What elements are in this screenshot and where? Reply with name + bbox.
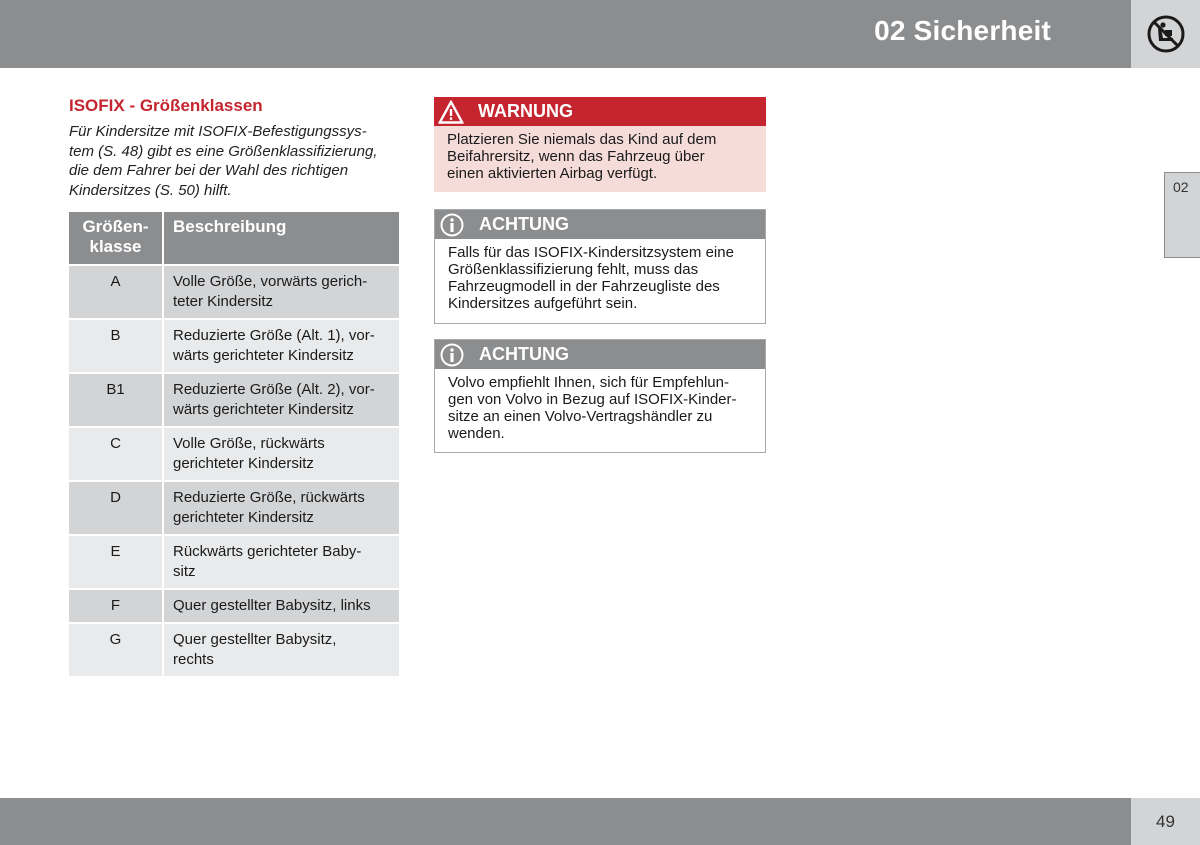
table-row [69,373,399,427]
header-size-class-line: Größen- [82,217,149,236]
table-row [69,265,399,319]
table-row [69,535,399,589]
warning-header [434,97,766,126]
table-row [69,481,399,535]
caution-line: sitze an einen Volvo-Vertragshändler zu [448,408,713,425]
description-line: wärts gerichteter Kindersitz [173,401,354,418]
warning-box [434,97,766,192]
side-tab-label: 02 [1173,179,1189,195]
info-icon [438,340,466,369]
header-bar [0,0,1131,68]
size-class-cell: B1 [69,373,163,427]
header-description: Beschreibung [163,212,399,265]
table-row [69,319,399,373]
size-class-cell: G [69,623,163,676]
caution-line: gen von Volvo in Bezug auf ISOFIX-Kinder- [448,391,737,408]
caution-box [434,209,766,324]
intro-line: Für Kindersitze mit ISOFIX-Befestigungssys- [69,123,367,140]
size-class-cell: F [69,589,163,623]
description-line: Quer gestellter Babysitz, [173,631,337,648]
chapter-side-tab[interactable] [1164,172,1200,258]
size-class-table [69,212,399,676]
header-size-class [69,212,163,265]
description-line: sitz [173,563,196,580]
no-child-seat-icon [1146,14,1186,54]
footer-bar [0,798,1131,845]
description-line: Reduzierte Größe (Alt. 2), vor- [173,381,375,398]
description-cell [163,265,399,319]
chapter-title: 02 Sicherheit [874,15,1051,46]
caution-box [434,339,766,453]
table-row [69,589,399,623]
description-cell [163,589,399,623]
warning-text [434,126,766,192]
caution-text [435,369,765,452]
intro-line: Kindersitzes (S. 50) hilft. [69,181,232,199]
table-row [69,427,399,481]
description-line: Volle Größe, vorwärts gerich- [173,273,368,290]
warning-label: WARNUNG [478,101,573,121]
warning-line: Platzieren Sie niemals das Kind auf dem [447,131,717,148]
description-cell [163,481,399,535]
caution-line: Fahrzeugmodell in der Fahrzeugliste des [448,278,720,295]
caution-line: Größenklassifizierung fehlt, muss das [448,261,699,278]
caution-header [435,210,765,239]
description-line: gerichteter Kindersitz [173,455,314,472]
caution-line: Volvo empfiehlt Ihnen, sich für Empfehlun- [448,374,729,391]
description-line: Reduzierte Größe, rückwärts [173,489,365,506]
page-number-box [1131,798,1200,845]
page-number: 49 [1156,812,1175,831]
caution-line: Kindersitzes aufgeführt sein. [448,295,638,312]
info-icon [438,210,466,239]
description-line: wärts gerichteter Kindersitz [173,347,354,364]
size-class-cell: D [69,481,163,535]
description-line: rechts [173,651,214,668]
description-cell [163,373,399,427]
caution-header [435,340,765,369]
header-size-class-line: klasse [89,237,142,256]
section-title: ISOFIX - Größenklassen [69,96,263,115]
caution-label: ACHTUNG [479,214,569,234]
intro-text [69,122,401,200]
description-line: Quer gestellter Babysitz, links [173,597,371,614]
intro-line: die dem Fahrer bei der Wahl des richtigen [69,162,349,180]
size-class-cell: B [69,319,163,373]
warning-triangle-icon [437,97,465,126]
description-cell [163,535,399,589]
size-class-cell: E [69,535,163,589]
caution-line: Falls für das ISOFIX-Kindersitzsystem eine [448,244,734,261]
table-header-row [69,212,399,265]
intro-line: tem (S. 48) gibt es eine Größenklassifizierung, [69,142,378,160]
caution-text [435,239,765,323]
caution-line: wenden. [448,425,505,442]
description-cell [163,319,399,373]
warning-line: einen aktivierten Airbag verfügt. [447,165,658,182]
caution-label: ACHTUNG [479,344,569,364]
description-line: Volle Größe, rückwärts [173,435,325,452]
description-cell [163,623,399,676]
description-line: Rückwärts gerichteter Baby- [173,543,362,560]
description-line: Reduzierte Größe (Alt. 1), vor- [173,327,375,344]
description-line: teter Kindersitz [173,293,274,310]
size-class-cell: C [69,427,163,481]
warning-line: Beifahrersitz, wenn das Fahrzeug über [447,148,705,165]
size-class-cell: A [69,265,163,319]
description-cell [163,427,399,481]
chapter-icon-box [1131,0,1200,68]
table-row [69,623,399,676]
description-line: gerichteter Kindersitz [173,509,314,526]
